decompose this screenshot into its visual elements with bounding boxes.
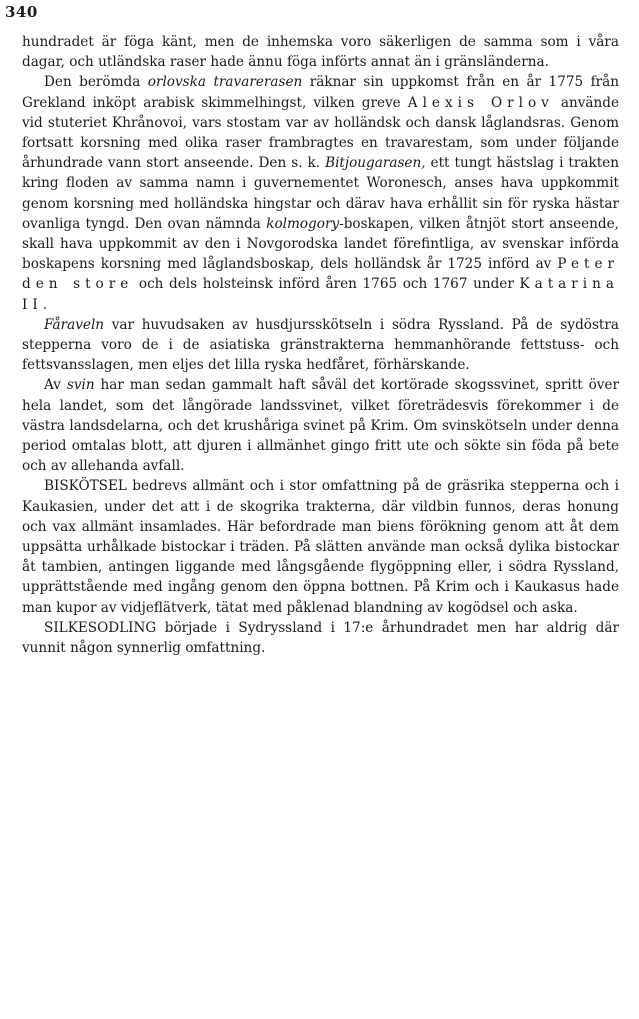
- paragraph-6: [22, 618, 619, 658]
- text-span: har man sedan gammalt haft såväl det kortörade skogssvinet, spritt över hela landet, som det långörade landssvinet, vilket företrädesvis förekommer i de västra landsdelarna, och det krushåriga svinet på Krim. Om svinskötseln under denna period omtalas blott, att djuren i allmänhet gingo fritt ute och sökte sin föda på bete och av allehanda avfall.: [22, 377, 619, 475]
- text-span: och dels holsteinsk införd åren 1765 och 1767 under: [133, 276, 520, 293]
- italic-term: Fåraveln: [44, 316, 105, 333]
- italic-term: svin: [66, 377, 95, 394]
- paragraph-5: [22, 476, 619, 617]
- text-span: Av: [44, 377, 67, 394]
- text-span: SILKESODLING började i Sydryssland i 17:e århundradet men har aldrig där vunnit någon synnerlig omfattning.: [22, 619, 619, 657]
- spaced-name: Alexis Orlov: [407, 94, 554, 111]
- spaced-name: Peter den store: [22, 256, 619, 293]
- italic-term: kolmogory: [266, 215, 340, 232]
- text-span: använde vid stuteriet Khrånovoi, vars stostam var av holländsk och dansk låglandsras. Genom fortsatt korsning med olika raser frambragtes en travarestam, som under följande århundrade vann stort anseende. Den s. k.: [22, 94, 620, 172]
- body-text: [22, 32, 619, 658]
- text-span: räknar sin uppkomst från en år 1775 från Grekland inköpt arabisk skimmelhingst, vilken greve: [22, 74, 620, 111]
- text-span: var huvudsaken av husdjursskötseln i södra Ryssland. På de sydöstra stepperna voro de i de asiatiska gränstrakterna hemmanhörande fettstuss- och fettsvansslagen, men eljes det lilla ryska hedfåret, förhärskande.: [22, 316, 619, 374]
- paragraph-4: [22, 375, 619, 476]
- text-span: hundradet är föga känt, men de inhemska voro säkerligen de samma som i våra dagar, och utländska raser hade ännu föga införts annat än i gränsländerna.: [22, 34, 619, 71]
- italic-term: Bitjougarasen,: [325, 155, 426, 172]
- spaced-name: Katarina II.: [22, 276, 619, 313]
- text-span: BISKÖTSEL bedrevs allmänt och i stor omfattning på de gräsrika stepperna och i Kaukasien, under det att i de skogrika trakterna, där vildbin funnos, deras honung och vax allmänt insamlades. Här befordrade man biens förökning genom att åt dem uppsätta urhålkade bistockar i träden. På slätten använde man också dylika bistockar åt tambien, antingen liggande med långsgående flygöppning eller, i södra Ryssland, upprättstående med ingång genom den öppna bottnen. På Krim och i Kaukasus hade man kupor av vidjeflätverk, tätat med påklenad blandning av kogödsel och aska.: [22, 478, 619, 616]
- paragraph-1: [22, 32, 619, 72]
- text-span: -boskapen, vilken åtnjöt stort anseende, skall hava uppkommit av den i Novgorodska landet förefintliga, av svenskar införda boskapens korsning med låglandsboskap, dels holländsk år 1725 införd av: [22, 215, 619, 273]
- text-span: Den berömda: [44, 74, 148, 91]
- page-number: 340: [5, 3, 38, 21]
- text-span: ett tungt hästslag i trakten kring floden av samma namn i guvernementet Woronesch, anses hava uppkommit genom korsning med holländska hingstar och därav hava erhållit sin för ryska hästar ovanliga tyngd. Den ovan nämnda: [22, 155, 619, 232]
- italic-term: orlovska travarerasen: [147, 74, 303, 91]
- paragraph-3: [22, 315, 619, 376]
- paragraph-2: [22, 72, 619, 314]
